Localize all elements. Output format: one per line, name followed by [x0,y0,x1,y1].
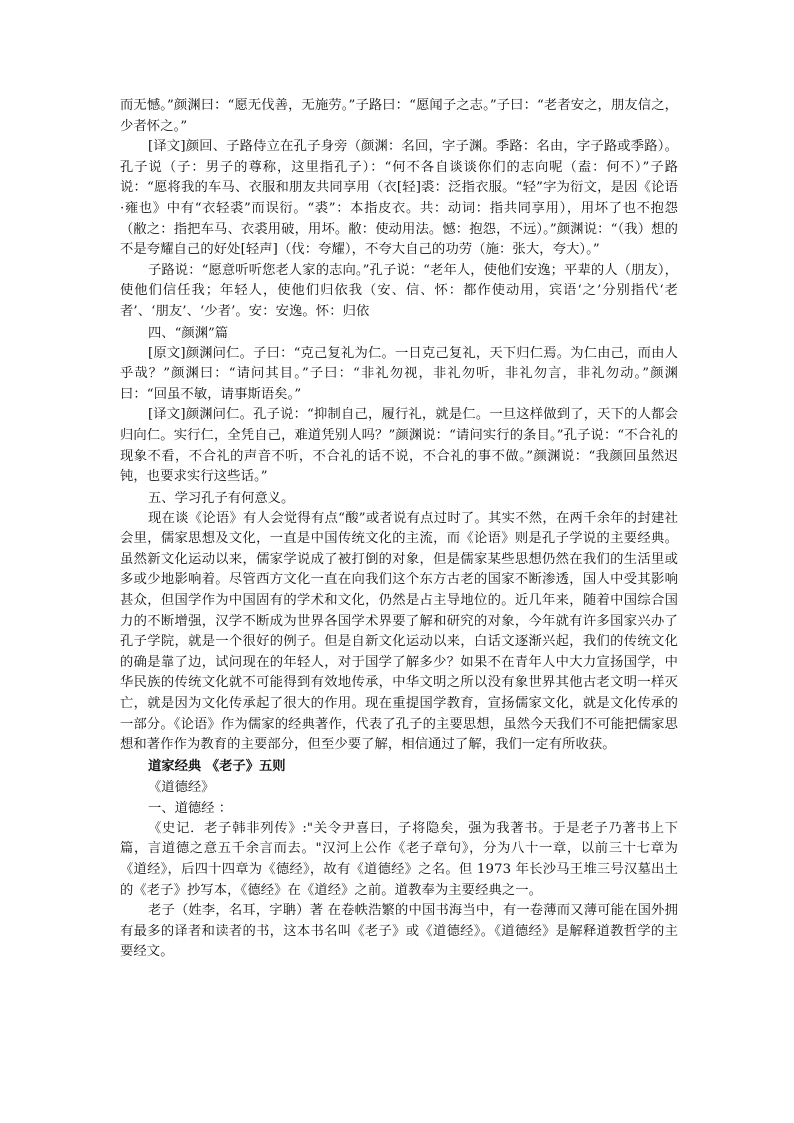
item-heading-daodejing: 一、道德经 ： [148,800,233,816]
section-title-laozi: 道家经典 《老子》五则 [148,758,286,774]
paragraph-laozi-intro: 老子（姓李，名耳，字聃）著 在卷帙浩繁的中国书海当中，有一卷薄而又薄可能在国外拥有最多的译者和读者的书，这本书名叫《老子》或《道德经》。《道德经》是解释道教哲学的主要经文。 [120,903,678,960]
paragraph-translation-2: 子路说：“愿意听听您老人家的志向。”孔子说：“老年人，使他们安逸；平辈的人（朋友），使他们信任我；年轻人，使他们归依我（安、信、怀：都作使动用，宾语‘之’分别指代‘老者’、‘朋友’、‘少者’。安：安逸。怀：归依 [120,262,678,319]
document-page [120,96,678,963]
paragraph-significance: 现在谈《论语》有人会觉得有点“酸”或者说有点过时了。其实不然，在两千余年的封建社会里，儒家思想及文化，一直是中国传统文化的主流，而《论语》则是孔子学说的主要经典。虽然新文化运动以来，儒家学说成了被打倒的对象，但是儒家某些思想仍然在我们的生活里或多或少地影响着。尽管西方文化一直在向我们这个东方古老的国家不断渗透，国人中受其影响甚众，但国学作为中国固有的学术和文化，仍然是占主导地位的。近几年来，随着中国综合国力的不断增强，汉学不断成为世界各国学术界要了解和研究的对象，今年就有许多国家兴办了孔子学院，就是一个很好的例子。但是自新文化运动以来，白话文逐渐兴起，我们的传统文化的确是靠了边，试问现在的年轻人，对于国学了解多少？如果不在青年人中大力宣扬国学，中华民族的传统文化就不可能得到有效地传承，中华文明之所以没有象世界其他古老文明一样灭亡，就是因为文化传承起了很大的作用。现在重提国学教育，宣扬儒家文化，就是文化传承的一部分。《论语》作为儒家的经典著作，代表了孔子的主要思想，虽然今天我们不可能把儒家思想和著作作为教育的主要部分，但至少要了解，相信通过了解，我们一定有所收获。 [120,510,678,753]
section-heading-yanyuan: 四、“颜渊”篇 [148,325,229,341]
paragraph-translation-1: [译文]颜回、子路侍立在孔子身旁（颜渊：名回，字子渊。季路：名由，字子路或季路）。孔子说（子：男子的尊称，这里指孔子）：“何不各自谈谈你们的志向呢（盍：何不）”子路说：“愿将我的车马、衣服和朋友共同享用（衣[轻]裘：泛指衣服。“轻”字为衍文，是因《论语·雍也》中有“衣轻裘”而误衍。“裘”：本指皮衣。共：动词：指共同享用），用坏了也不抱怨（敝之：指把车马、衣裘用破，用坏。敝：使动用法。憾：抱怨，不远）。”颜渊说：“（我）想的不是夸耀自己的好处[轻声]（伐：夸耀），不夸大自己的功劳（施：张大，夸大）。” [120,139,678,258]
paragraph-shiji: 《史记．老子韩非列传》:"关令尹喜曰，子将隐矣，强为我著书。于是老子乃著书上下篇，言道德之意五千余言而去。"汉河上公作《老子章句》，分为八十一章，以前三十七章为《道经》，后四十四章为《德经》，故有《道德经》之名。但 1973 年长沙马王堆三号汉墓出土的《老子》抄写本，《德经》在《道经》之前。道教奉为主要经典之一。 [120,820,678,898]
paragraph-yanyuan-translation: [译文]颜渊问仁。孔子说：“抑制自己，履行礼，就是仁。一旦这样做到了，天下的人都会归向仁。实行仁，全凭自己，难道凭别人吗？”颜渊说：“请问实行的条目。”孔子说：“不合礼的现象不看，不合礼的声音不听，不合礼的话不说，不合礼的事不做。”颜渊说：“我颜回虽然迟钝，也要求实行这些话。” [120,407,678,485]
section-heading-significance: 五、学习孔子有何意义。 [148,490,295,506]
paragraph-original-end: 而无憾。”颜渊曰：“愿无伐善，无施劳。”子路曰：“愿闻子之志。”子曰：“老者安之，朋友信之，少者怀之。” [120,98,678,134]
paragraph-yanyuan-original: [原文]颜渊问仁。子曰：“克己复礼为仁。一日克己复礼，天下归仁焉。为仁由己，而由人乎哉？”颜渊曰：“请问其目。”子曰：“非礼勿视，非礼勿听，非礼勿言，非礼勿动。”颜渊曰：“回虽不敏，请事斯语矣。” [120,345,678,402]
subtitle-daodejing: 《道德经》 [148,779,215,795]
